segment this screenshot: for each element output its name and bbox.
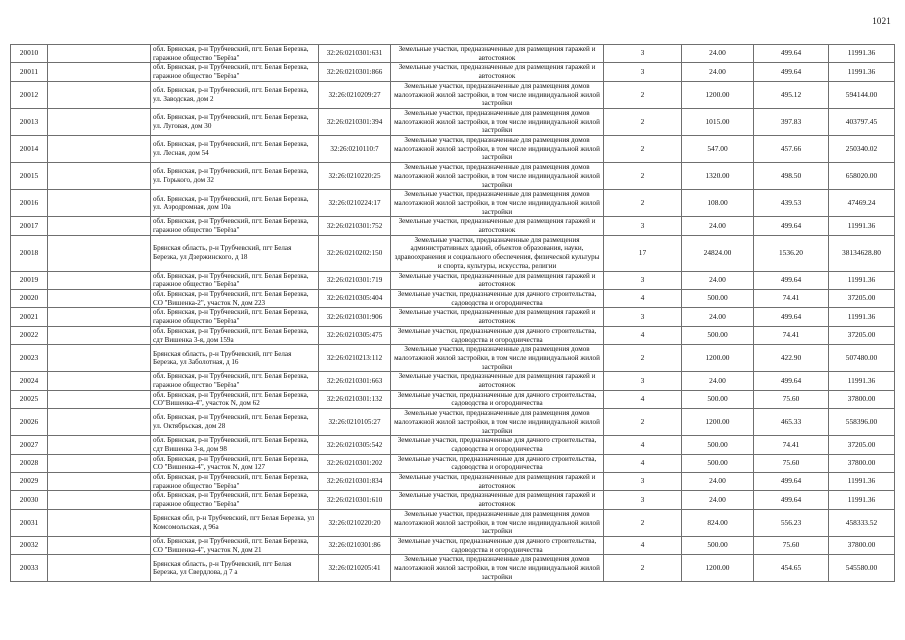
- empty-cell: [48, 555, 151, 582]
- land-use-cell: Земельные участки, предназначенные для размещения гаражей и автостоянок: [391, 45, 604, 63]
- group-cell: 3: [604, 491, 682, 509]
- empty-cell: [48, 390, 151, 408]
- row-number-cell: 20033: [11, 555, 48, 582]
- land-use-cell: Земельные участки, предназначенные для размещения домов малоэтажной жилой застройки, в том числе индивидуальной жилой застройки: [391, 136, 604, 163]
- area-cell: 824.00: [682, 509, 754, 536]
- group-cell: 2: [604, 409, 682, 436]
- area-cell: 108.00: [682, 190, 754, 217]
- row-number-cell: 20026: [11, 409, 48, 436]
- area-cell: 24.00: [682, 45, 754, 63]
- cadastral-number-cell: 32:26:0210301:86: [319, 536, 391, 554]
- address-cell: обл. Брянская, р-н Трубчевский, пгт. Белая Березка, гаражное общество "Берёза": [151, 372, 319, 390]
- group-cell: 3: [604, 45, 682, 63]
- row-number-cell: 20022: [11, 326, 48, 344]
- cadastral-value-cell: 37205.00: [829, 326, 895, 344]
- row-number-cell: 20010: [11, 45, 48, 63]
- table-row: [11, 163, 895, 190]
- group-cell: 4: [604, 289, 682, 307]
- specific-value-cell: 75.60: [754, 454, 829, 472]
- row-number-cell: 20011: [11, 63, 48, 81]
- empty-cell: [48, 136, 151, 163]
- page-number: 1021: [872, 16, 891, 26]
- table-row: [11, 190, 895, 217]
- row-number-cell: 20029: [11, 473, 48, 491]
- land-use-cell: Земельные участки, предназначенные для размещения домов малоэтажной жилой застройки, в том числе индивидуальной жилой застройки: [391, 555, 604, 582]
- land-use-cell: Земельные участки, предназначенные для размещения гаражей и автостоянок: [391, 473, 604, 491]
- address-cell: обл. Брянская, р-н Трубчевский, пгт. Белая Березка, гаражное общество "Берёза": [151, 491, 319, 509]
- area-cell: 24.00: [682, 63, 754, 81]
- table-row: [11, 390, 895, 408]
- group-cell: 2: [604, 190, 682, 217]
- empty-cell: [48, 409, 151, 436]
- address-cell: обл. Брянская, р-н Трубчевский, пгт. Белая Березка, СО "Вишенка-4", участок N, дом 21: [151, 536, 319, 554]
- area-cell: 500.00: [682, 326, 754, 344]
- row-number-cell: 20031: [11, 509, 48, 536]
- group-cell: 3: [604, 473, 682, 491]
- specific-value-cell: 454.65: [754, 555, 829, 582]
- specific-value-cell: 499.64: [754, 491, 829, 509]
- registry-table: [10, 44, 895, 582]
- cadastral-number-cell: 32:26:0210301:202: [319, 454, 391, 472]
- group-cell: 2: [604, 509, 682, 536]
- group-cell: 17: [604, 235, 682, 271]
- area-cell: 1015.00: [682, 108, 754, 135]
- table-row: [11, 289, 895, 307]
- cadastral-number-cell: 32:26:0210301:132: [319, 390, 391, 408]
- empty-cell: [48, 81, 151, 108]
- specific-value-cell: 439.53: [754, 190, 829, 217]
- land-use-cell: Земельные участки, предназначенные для дачного строительства, садоводства и огородничества: [391, 454, 604, 472]
- area-cell: 1320.00: [682, 163, 754, 190]
- address-cell: обл. Брянская, р-н Трубчевский, пгт. Белая Березка, СО"Вишенка-4", участок N, дом 62: [151, 390, 319, 408]
- group-cell: 2: [604, 555, 682, 582]
- table-row: [11, 63, 895, 81]
- cadastral-value-cell: 37800.00: [829, 390, 895, 408]
- address-cell: Брянская область, р-н Трубчевский, пгт Белая Березка, ул Дзержинского, д 18: [151, 235, 319, 271]
- specific-value-cell: 1536.20: [754, 235, 829, 271]
- land-use-cell: Земельные участки, предназначенные для размещения гаражей и автостоянок: [391, 271, 604, 289]
- specific-value-cell: 74.41: [754, 289, 829, 307]
- specific-value-cell: 74.41: [754, 436, 829, 454]
- address-cell: обл. Брянская, р-н Трубчевский, пгт. Белая Березка, гаражное общество "Берёза": [151, 217, 319, 235]
- land-use-cell: Земельные участки, предназначенные для размещения гаражей и автостоянок: [391, 63, 604, 81]
- area-cell: 24824.00: [682, 235, 754, 271]
- cadastral-value-cell: 11991.36: [829, 308, 895, 326]
- empty-cell: [48, 45, 151, 63]
- land-use-cell: Земельные участки, предназначенные для размещения гаражей и автостоянок: [391, 491, 604, 509]
- area-cell: 1200.00: [682, 81, 754, 108]
- empty-cell: [48, 509, 151, 536]
- cadastral-number-cell: 32:26:0210301:631: [319, 45, 391, 63]
- empty-cell: [48, 163, 151, 190]
- table-row: [11, 372, 895, 390]
- row-number-cell: 20018: [11, 235, 48, 271]
- address-cell: обл. Брянская, р-н Трубчевский, пгт. Белая Березка, гаражное общество "Берёза": [151, 308, 319, 326]
- specific-value-cell: 422.90: [754, 345, 829, 372]
- cadastral-value-cell: 558396.00: [829, 409, 895, 436]
- cadastral-value-cell: 403797.45: [829, 108, 895, 135]
- specific-value-cell: 556.23: [754, 509, 829, 536]
- cadastral-number-cell: 32:26:0210301:610: [319, 491, 391, 509]
- row-number-cell: 20021: [11, 308, 48, 326]
- table-row: [11, 308, 895, 326]
- land-use-cell: Земельные участки, предназначенные для размещения домов малоэтажной жилой застройки, в том числе индивидуальной жилой застройки: [391, 409, 604, 436]
- empty-cell: [48, 454, 151, 472]
- area-cell: 547.00: [682, 136, 754, 163]
- empty-cell: [48, 235, 151, 271]
- cadastral-number-cell: 32:26:0210305:542: [319, 436, 391, 454]
- specific-value-cell: 397.83: [754, 108, 829, 135]
- address-cell: обл. Брянская, р-н Трубчевский, пгт. Белая Березка, сдт Вишенка 3-я, дом 159а: [151, 326, 319, 344]
- cadastral-value-cell: 250340.02: [829, 136, 895, 163]
- table-row: [11, 473, 895, 491]
- cadastral-value-cell: 37800.00: [829, 536, 895, 554]
- cadastral-number-cell: 32:26:0210301:906: [319, 308, 391, 326]
- land-use-cell: Земельные участки, предназначенные для дачного строительства, садоводства и огородничества: [391, 326, 604, 344]
- area-cell: 24.00: [682, 473, 754, 491]
- row-number-cell: 20027: [11, 436, 48, 454]
- area-cell: 1200.00: [682, 555, 754, 582]
- cadastral-value-cell: 38134628.80: [829, 235, 895, 271]
- address-cell: обл. Брянская, р-н Трубчевский, пгт. Белая Березка, ул. Луговая, дом 30: [151, 108, 319, 135]
- address-cell: Брянская область, р-н Трубчевский, пгт Белая Березка, ул Заболотная, д 16: [151, 345, 319, 372]
- table-row: [11, 491, 895, 509]
- land-use-cell: Земельные участки, предназначенные для размещения домов малоэтажной жилой застройки, в том числе индивидуальной жилой застройки: [391, 509, 604, 536]
- row-number-cell: 20019: [11, 271, 48, 289]
- cadastral-number-cell: 32:26:0210224:17: [319, 190, 391, 217]
- table-row: [11, 536, 895, 554]
- table-row: [11, 217, 895, 235]
- land-use-cell: Земельные участки, предназначенные для дачного строительства, садоводства и огородничества: [391, 436, 604, 454]
- cadastral-number-cell: 32:26:0210301:719: [319, 271, 391, 289]
- table-row: [11, 45, 895, 63]
- area-cell: 24.00: [682, 308, 754, 326]
- empty-cell: [48, 372, 151, 390]
- empty-cell: [48, 308, 151, 326]
- area-cell: 500.00: [682, 454, 754, 472]
- address-cell: обл. Брянская, р-н Трубчевский, пгт. Белая Березка, гаражное общество "Берёза": [151, 473, 319, 491]
- empty-cell: [48, 536, 151, 554]
- area-cell: 1200.00: [682, 409, 754, 436]
- specific-value-cell: 465.33: [754, 409, 829, 436]
- address-cell: Брянская обл, р-н Трубчевский, пгт Белая Березка, ул Комсомольская, д 96а: [151, 509, 319, 536]
- specific-value-cell: 499.64: [754, 271, 829, 289]
- land-use-cell: Земельные участки, предназначенные для размещения домов малоэтажной жилой застройки, в том числе индивидуальной жилой застройки: [391, 81, 604, 108]
- specific-value-cell: 457.66: [754, 136, 829, 163]
- area-cell: 24.00: [682, 217, 754, 235]
- cadastral-value-cell: 11991.36: [829, 217, 895, 235]
- group-cell: 3: [604, 217, 682, 235]
- specific-value-cell: 75.60: [754, 390, 829, 408]
- table-row: [11, 271, 895, 289]
- table-row: [11, 345, 895, 372]
- land-use-cell: Земельные участки, предназначенные для дачного строительства, садоводства и огородничества: [391, 289, 604, 307]
- specific-value-cell: 498.50: [754, 163, 829, 190]
- empty-cell: [48, 436, 151, 454]
- cadastral-value-cell: 11991.36: [829, 473, 895, 491]
- area-cell: 24.00: [682, 372, 754, 390]
- row-number-cell: 20014: [11, 136, 48, 163]
- cadastral-value-cell: 11991.36: [829, 491, 895, 509]
- specific-value-cell: 74.41: [754, 326, 829, 344]
- table-row: [11, 409, 895, 436]
- specific-value-cell: 499.64: [754, 45, 829, 63]
- row-number-cell: 20030: [11, 491, 48, 509]
- land-use-cell: Земельные участки, предназначенные для размещения домов малоэтажной жилой застройки, в том числе индивидуальной жилой застройки: [391, 190, 604, 217]
- table-row: [11, 136, 895, 163]
- land-use-cell: Земельные участки, предназначенные для размещения гаражей и автостоянок: [391, 217, 604, 235]
- table-row: [11, 436, 895, 454]
- group-cell: 4: [604, 454, 682, 472]
- row-number-cell: 20013: [11, 108, 48, 135]
- cadastral-number-cell: 32:26:0210110:7: [319, 136, 391, 163]
- empty-cell: [48, 491, 151, 509]
- specific-value-cell: 75.60: [754, 536, 829, 554]
- empty-cell: [48, 289, 151, 307]
- group-cell: 2: [604, 345, 682, 372]
- row-number-cell: 20023: [11, 345, 48, 372]
- cadastral-number-cell: 32:26:0210205:41: [319, 555, 391, 582]
- cadastral-number-cell: 32:26:0210301:394: [319, 108, 391, 135]
- cadastral-value-cell: 47469.24: [829, 190, 895, 217]
- empty-cell: [48, 217, 151, 235]
- group-cell: 3: [604, 63, 682, 81]
- cadastral-number-cell: 32:26:0210202:150: [319, 235, 391, 271]
- table-body: [11, 45, 895, 582]
- group-cell: 3: [604, 372, 682, 390]
- cadastral-number-cell: 32:26:0210220:20: [319, 509, 391, 536]
- cadastral-value-cell: 11991.36: [829, 63, 895, 81]
- cadastral-number-cell: 32:26:0210220:25: [319, 163, 391, 190]
- group-cell: 4: [604, 390, 682, 408]
- address-cell: обл. Брянская, р-н Трубчевский, пгт. Белая Березка, СО "Вишенка-4", участок N, дом 127: [151, 454, 319, 472]
- cadastral-number-cell: 32:26:0210301:866: [319, 63, 391, 81]
- empty-cell: [48, 108, 151, 135]
- cadastral-number-cell: 32:26:0210301:834: [319, 473, 391, 491]
- empty-cell: [48, 345, 151, 372]
- address-cell: обл. Брянская, р-н Трубчевский, пгт. Белая Березка, ул. Горького, дом 32: [151, 163, 319, 190]
- cadastral-value-cell: 507480.00: [829, 345, 895, 372]
- table-row: [11, 454, 895, 472]
- specific-value-cell: 499.64: [754, 473, 829, 491]
- specific-value-cell: 499.64: [754, 63, 829, 81]
- table-row: [11, 235, 895, 271]
- empty-cell: [48, 326, 151, 344]
- group-cell: 2: [604, 81, 682, 108]
- specific-value-cell: 495.12: [754, 81, 829, 108]
- cadastral-value-cell: 11991.36: [829, 45, 895, 63]
- table-row: [11, 509, 895, 536]
- address-cell: обл. Брянская, р-н Трубчевский, пгт. Белая Березка, ул. Аэродромная, дом 10а: [151, 190, 319, 217]
- cadastral-number-cell: 32:26:0210209:27: [319, 81, 391, 108]
- area-cell: 24.00: [682, 491, 754, 509]
- row-number-cell: 20032: [11, 536, 48, 554]
- group-cell: 4: [604, 326, 682, 344]
- area-cell: 1200.00: [682, 345, 754, 372]
- specific-value-cell: 499.64: [754, 217, 829, 235]
- cadastral-number-cell: 32:26:0210301:663: [319, 372, 391, 390]
- row-number-cell: 20015: [11, 163, 48, 190]
- address-cell: обл. Брянская, р-н Трубчевский, пгт. Белая Березка, гаражное общество "Берёза": [151, 45, 319, 63]
- row-number-cell: 20025: [11, 390, 48, 408]
- cadastral-value-cell: 37800.00: [829, 454, 895, 472]
- address-cell: обл. Брянская, р-н Трубчевский, пгт. Белая Березка, ул. Заводская, дом 2: [151, 81, 319, 108]
- group-cell: 4: [604, 436, 682, 454]
- land-use-cell: Земельные участки, предназначенные для размещения гаражей и автостоянок: [391, 372, 604, 390]
- cadastral-value-cell: 658020.00: [829, 163, 895, 190]
- address-cell: обл. Брянская, р-н Трубчевский, пгт. Белая Березка, гаражное общество "Берёза": [151, 271, 319, 289]
- row-number-cell: 20016: [11, 190, 48, 217]
- cadastral-number-cell: 32:26:0210305:475: [319, 326, 391, 344]
- row-number-cell: 20024: [11, 372, 48, 390]
- land-use-cell: Земельные участки, предназначенные для дачного строительства, садоводства и огородничества: [391, 536, 604, 554]
- land-use-cell: Земельные участки, предназначенные для размещения домов малоэтажной жилой застройки, в том числе индивидуальной жилой застройки: [391, 163, 604, 190]
- land-use-cell: Земельные участки, предназначенные для размещения домов малоэтажной жилой застройки, в том числе индивидуальной жилой застройки: [391, 108, 604, 135]
- area-cell: 24.00: [682, 271, 754, 289]
- land-use-cell: Земельные участки, предназначенные для размещения домов малоэтажной жилой застройки, в том числе индивидуальной жилой застройки: [391, 345, 604, 372]
- empty-cell: [48, 63, 151, 81]
- cadastral-number-cell: 32:26:0210105:27: [319, 409, 391, 436]
- cadastral-value-cell: 37205.00: [829, 436, 895, 454]
- group-cell: 3: [604, 271, 682, 289]
- row-number-cell: 20017: [11, 217, 48, 235]
- land-use-cell: Земельные участки, предназначенные для размещения гаражей и автостоянок: [391, 308, 604, 326]
- group-cell: 2: [604, 136, 682, 163]
- area-cell: 500.00: [682, 289, 754, 307]
- group-cell: 2: [604, 163, 682, 190]
- specific-value-cell: 499.64: [754, 308, 829, 326]
- address-cell: Брянская область, р-н Трубчевский, пгт Белая Березка, ул Свердлова, д 7 а: [151, 555, 319, 582]
- area-cell: 500.00: [682, 536, 754, 554]
- table-row: [11, 555, 895, 582]
- group-cell: 2: [604, 108, 682, 135]
- cadastral-number-cell: 32:26:0210305:404: [319, 289, 391, 307]
- cadastral-value-cell: 458333.52: [829, 509, 895, 536]
- empty-cell: [48, 271, 151, 289]
- cadastral-value-cell: 594144.00: [829, 81, 895, 108]
- cadastral-value-cell: 37205.00: [829, 289, 895, 307]
- row-number-cell: 20020: [11, 289, 48, 307]
- group-cell: 3: [604, 308, 682, 326]
- area-cell: 500.00: [682, 436, 754, 454]
- cadastral-value-cell: 11991.36: [829, 271, 895, 289]
- address-cell: обл. Брянская, р-н Трубчевский, пгт. Белая Березка, ул. Октябрьская, дом 28: [151, 409, 319, 436]
- cadastral-value-cell: 11991.36: [829, 372, 895, 390]
- table-row: [11, 81, 895, 108]
- table-row: [11, 326, 895, 344]
- empty-cell: [48, 190, 151, 217]
- group-cell: 4: [604, 536, 682, 554]
- empty-cell: [48, 473, 151, 491]
- row-number-cell: 20012: [11, 81, 48, 108]
- cadastral-number-cell: 32:26:0210301:752: [319, 217, 391, 235]
- address-cell: обл. Брянская, р-н Трубчевский, пгт. Белая Березка, СО "Вишенка-2", участок N, дом 223: [151, 289, 319, 307]
- table-row: [11, 108, 895, 135]
- address-cell: обл. Брянская, р-н Трубчевский, пгт. Белая Березка, сдт Вишенка 3-я, дом 98: [151, 436, 319, 454]
- land-use-cell: Земельные участки, предназначенные для размещения административных зданий, объектов образования, науки, здравоохранения и социального обеспечения, физической культуры и спорта, культуры, искусства, религии: [391, 235, 604, 271]
- land-use-cell: Земельные участки, предназначенные для дачного строительства, садоводства и огородничества: [391, 390, 604, 408]
- row-number-cell: 20028: [11, 454, 48, 472]
- address-cell: обл. Брянская, р-н Трубчевский, пгт. Белая Березка, гаражное общество "Берёза": [151, 63, 319, 81]
- cadastral-value-cell: 545580.00: [829, 555, 895, 582]
- specific-value-cell: 499.64: [754, 372, 829, 390]
- cadastral-number-cell: 32:26:0210213:112: [319, 345, 391, 372]
- address-cell: обл. Брянская, р-н Трубчевский, пгт. Белая Березка, ул. Лесная, дом 54: [151, 136, 319, 163]
- area-cell: 500.00: [682, 390, 754, 408]
